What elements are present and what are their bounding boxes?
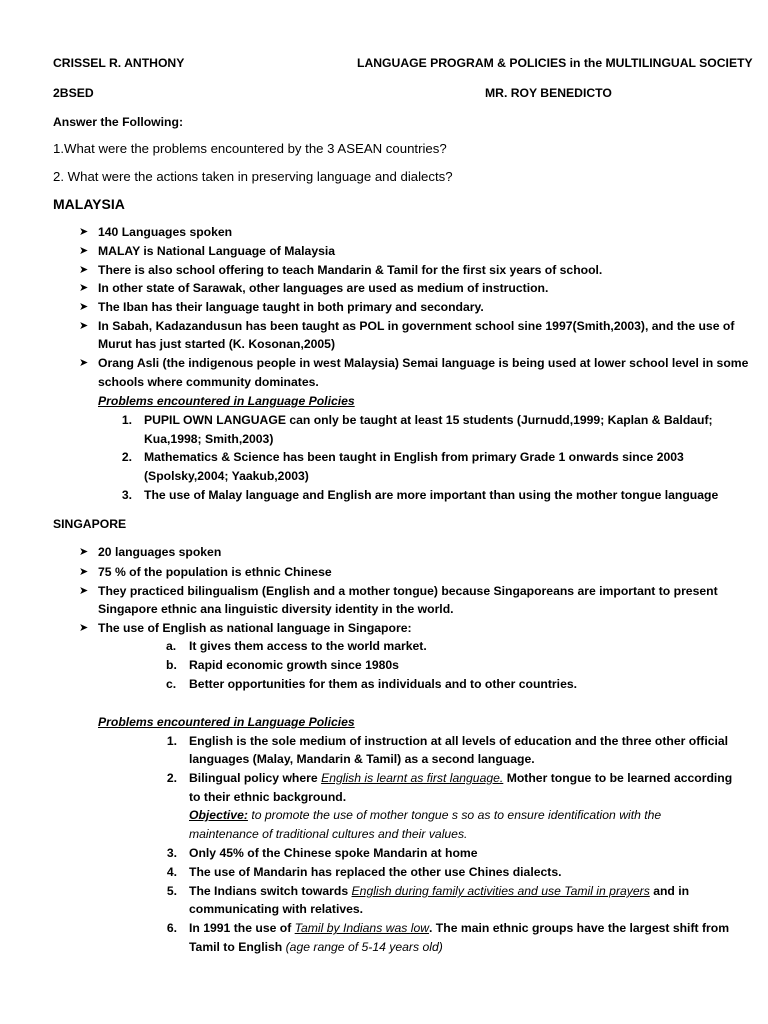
arrow-bullet-icon: ➤ xyxy=(79,622,89,634)
sub-item-letter: c. xyxy=(166,677,177,691)
sub-item: It gives them access to the world market. xyxy=(189,639,427,653)
sub-item: Better opportunities for them as individuals and to other countries. xyxy=(189,677,578,691)
list-item: In other state of Sarawak, other languages are used as medium of instruction. xyxy=(98,281,549,295)
list-item-continuation: schools where community dominates. xyxy=(98,375,319,389)
objective-label: Objective: xyxy=(189,808,248,822)
list-number: 1. xyxy=(121,413,132,427)
text-run: In 1991 the use of xyxy=(189,921,295,935)
list-item: 75 % of the population is ethnic Chinese xyxy=(98,565,332,579)
problem-item-continuation xyxy=(189,938,443,956)
arrow-bullet-icon: ➤ xyxy=(79,226,89,238)
arrow-bullet-icon: ➤ xyxy=(79,585,89,597)
sub-item-letter: a. xyxy=(166,639,177,653)
sub-item-letter: b. xyxy=(166,658,177,672)
list-number: 3. xyxy=(166,846,177,860)
arrow-bullet-icon: ➤ xyxy=(79,566,89,578)
problem-item: English is the sole medium of instruction at all levels of education and the three other official xyxy=(189,734,729,748)
list-number: 2. xyxy=(166,771,177,785)
list-item: They practiced bilingualism (English and a mother tongue) because Singaporeans are important to present xyxy=(98,584,718,598)
list-item: 20 languages spoken xyxy=(98,545,222,559)
problem-item-continuation: to their ethnic background. xyxy=(189,790,347,804)
list-item: Orang Asli (the indigenous people in west Malaysia) Semai language is being used at lower school level in some xyxy=(98,356,749,370)
sub-item: Rapid economic growth since 1980s xyxy=(189,658,399,672)
list-item: The use of English as national language in Singapore: xyxy=(98,621,412,635)
arrow-bullet-icon: ➤ xyxy=(79,301,89,313)
problem-item-continuation: Kua,1998; Smith,2003) xyxy=(144,432,274,446)
underlined-phrase: English during family activities and use Tamil in prayers xyxy=(351,884,650,898)
list-item: The Iban has their language taught in both primary and secondary. xyxy=(98,300,484,314)
list-number: 5. xyxy=(166,884,177,898)
list-number: 3. xyxy=(121,488,132,502)
objective-line-continuation: maintenance of traditional cultures and their values. xyxy=(189,827,468,841)
text-run: . The main ethnic groups have the largest shift from xyxy=(429,921,730,935)
question-2: 2. What were the actions taken in preserving language and dialects? xyxy=(53,169,453,184)
problem-item-continuation: (Spolsky,2004; Yaakub,2003) xyxy=(144,469,309,483)
list-number: 2. xyxy=(121,450,132,464)
arrow-bullet-icon: ➤ xyxy=(79,264,89,276)
problem-item: The use of Mandarin has replaced the other use Chines dialects. xyxy=(189,865,562,879)
text-run: Tamil to English xyxy=(189,940,286,954)
list-item: MALAY is National Language of Malaysia xyxy=(98,244,336,258)
problem-item: Mathematics & Science has been taught in English from primary Grade 1 onwards since 2003 xyxy=(144,450,684,464)
question-1: 1.What were the problems encountered by the 3 ASEAN countries? xyxy=(53,141,447,156)
text-run: Mother tongue to be learned according xyxy=(503,771,733,785)
arrow-bullet-icon: ➤ xyxy=(79,245,89,257)
problem-item: The use of Malay language and English are more important than using the mother tongue language xyxy=(144,488,719,502)
student-name: CRISSEL R. ANTHONY xyxy=(53,56,185,70)
problem-item: PUPIL OWN LANGUAGE can only be taught at least 15 students (Jurnudd,1999; Kaplan & Baldauf; xyxy=(144,413,713,427)
list-item: 140 Languages spoken xyxy=(98,225,233,239)
singapore-problems-heading: Problems encountered in Language Policies xyxy=(98,715,355,729)
underlined-phrase: Tamil by Indians was low xyxy=(294,921,430,935)
arrow-bullet-icon: ➤ xyxy=(79,282,89,294)
objective-line xyxy=(189,806,661,824)
malaysia-heading: MALAYSIA xyxy=(53,196,125,212)
instructions: Answer the Following: xyxy=(53,115,183,129)
arrow-bullet-icon: ➤ xyxy=(79,546,89,558)
text-run: to promote the use of mother tongue s so as to ensure identification with the xyxy=(247,808,662,822)
problem-item: Only 45% of the Chinese spoke Mandarin at home xyxy=(189,846,478,860)
course-title: LANGUAGE PROGRAM & POLICIES in the MULTILINGUAL SOCIETY xyxy=(357,56,753,70)
text-run: The Indians switch towards xyxy=(189,884,352,898)
problem-item-continuation: languages (Malay, Mandarin & Tamil) as a second language. xyxy=(189,752,535,766)
problem-item-continuation: communicating with relatives. xyxy=(189,902,364,916)
list-number: 4. xyxy=(166,865,177,879)
text-run: and in xyxy=(649,884,690,898)
arrow-bullet-icon: ➤ xyxy=(79,357,89,369)
text-run: Bilingual policy where xyxy=(189,771,322,785)
list-item: In Sabah, Kadazandusun has been taught as POL in government school sine 1997(Smith,2003), and the use of xyxy=(98,319,735,333)
arrow-bullet-icon: ➤ xyxy=(79,320,89,332)
list-item: There is also school offering to teach Mandarin & Tamil for the first six years of school. xyxy=(98,263,603,277)
list-item-continuation: Singapore ethnic ana linguistic diversity identity in the world. xyxy=(98,602,454,616)
italic-phrase: (age range of 5-14 years old) xyxy=(285,940,443,954)
list-number: 1. xyxy=(166,734,177,748)
problem-item xyxy=(189,882,689,900)
malaysia-problems-heading: Problems encountered in Language Policies xyxy=(98,394,355,408)
section-label: 2BSED xyxy=(53,86,94,100)
underlined-phrase: English is learnt as first language. xyxy=(321,771,504,785)
problem-item xyxy=(189,919,729,937)
list-number: 6. xyxy=(166,921,177,935)
list-item-continuation: Murut has just started (K. Kosonan,2005) xyxy=(98,337,336,351)
instructor-name: MR. ROY BENEDICTO xyxy=(485,86,612,100)
singapore-heading: SINGAPORE xyxy=(53,517,127,531)
problem-item xyxy=(189,769,732,787)
